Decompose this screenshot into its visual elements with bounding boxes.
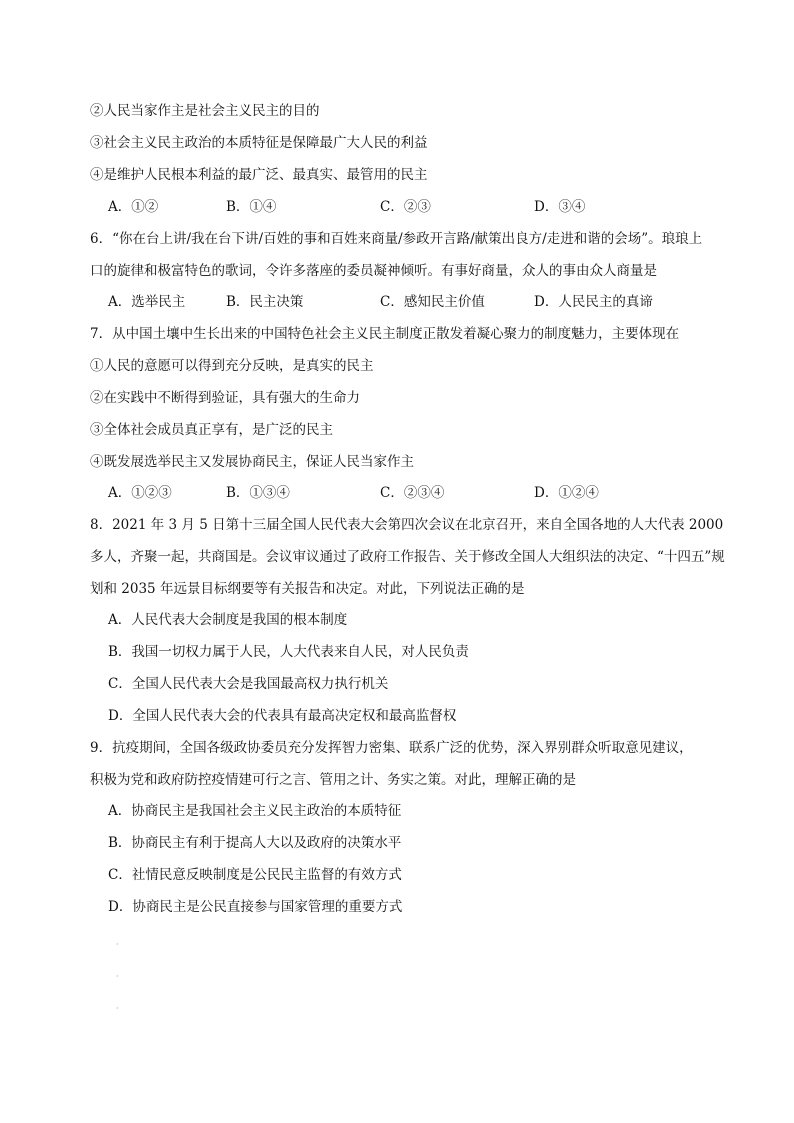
q6-option-b[interactable]: B．民主决策 — [226, 294, 304, 310]
q9-option-c[interactable]: C．社情民意反映制度是公民民主监督的有效方式 — [108, 867, 402, 883]
q5-item-3: ③社会主义民主政治的本质特征是保障最广大人民的利益 — [90, 135, 428, 151]
q9-stem-line-1: 9．抗疫期间，全国各级政协委员充分发挥智力密集、联系广泛的优势，深入界别群众听取意见建议， — [90, 740, 693, 756]
q8-stem-line-2: 多人，齐聚一起，共商国是。会议审议通过了政府工作报告、关于修改全国人大组织法的决定、“十四五”规 — [90, 549, 725, 565]
q6-stem-line-2: 口的旋律和极富特色的歌词，令许多落座的委员凝神倾听。有事好商量，众人的事由众人商量是 — [90, 263, 657, 279]
q7-item-2: ②在实践中不断得到验证，具有强大的生命力 — [90, 390, 360, 406]
q9-stem-line-2: 积极为党和政府防控疫情建可行之言、管用之计、务实之策。对此，理解正确的是 — [90, 772, 576, 788]
q9-option-d[interactable]: D．协商民主是公民直接参与国家管理的重要方式 — [108, 899, 403, 915]
q5-option-b[interactable]: B．①④ — [226, 199, 277, 215]
q7-item-1: ①人民的意愿可以得到充分反映，是真实的民主 — [90, 358, 374, 374]
stray-mark-2: · — [116, 972, 119, 981]
q8-stem-line-3: 划和 2035 年远景目标纲要等有关报告和决定。对此，下列说法正确的是 — [90, 581, 525, 597]
q6-option-d[interactable]: D．人民民主的真谛 — [534, 294, 653, 310]
q7-option-d[interactable]: D．①②④ — [534, 485, 599, 501]
q6-options — [108, 292, 708, 312]
q5-option-c[interactable]: C．②③ — [380, 199, 431, 215]
q7-option-a[interactable]: A．①②③ — [108, 485, 172, 501]
q5-option-d[interactable]: D．③④ — [534, 199, 586, 215]
q7-options — [108, 483, 708, 503]
stray-mark-1: · — [116, 940, 119, 949]
q7-item-3: ③全体社会成员真正享有，是广泛的民主 — [90, 422, 333, 438]
q6-option-c[interactable]: C．感知民主价值 — [380, 294, 485, 310]
q7-option-b[interactable]: B．①③④ — [226, 485, 290, 501]
q7-stem: 7．从中国土壤中生长出来的中国特色社会主义民主制度正散发着凝心聚力的制度魅力，主要体现在 — [90, 326, 680, 342]
q9-option-b[interactable]: B．协商民主有利于提高人大以及政府的决策水平 — [108, 835, 402, 851]
q8-option-b[interactable]: B．我国一切权力属于人民，人大代表来自人民，对人民负责 — [108, 644, 469, 660]
q5-item-4: ④是维护人民根本利益的最广泛、最真实、最管用的民主 — [90, 167, 428, 183]
q5-option-a[interactable]: A．①② — [108, 199, 159, 215]
q5-options — [108, 197, 708, 217]
stray-mark-3: · — [116, 1004, 119, 1013]
q8-option-c[interactable]: C．全国人民代表大会是我国最高权力执行机关 — [108, 676, 389, 692]
q8-stem-line-1: 8．2021 年 3 月 5 日第十三届全国人民代表大会第四次会议在北京召开，来自全国各地的人大代表 2000 — [90, 517, 724, 533]
q9-option-a[interactable]: A．协商民主是我国社会主义民主政治的本质特征 — [108, 803, 402, 819]
q7-option-c[interactable]: C．②③④ — [380, 485, 445, 501]
q5-item-2: ②人民当家作主是社会主义民主的目的 — [90, 103, 320, 119]
q8-option-a[interactable]: A．人民代表大会制度是我国的根本制度 — [108, 612, 348, 628]
q6-option-a[interactable]: A．选举民主 — [108, 294, 186, 310]
q8-option-d[interactable]: D．全国人民代表大会的代表具有最高决定权和最高监督权 — [108, 708, 457, 724]
q6-stem-line-1: 6．“你在台上讲/我在台下讲/百姓的事和百姓来商量/参政开言路/献策出良方/走进和谐的会场”。琅琅上 — [90, 231, 703, 247]
q7-item-4: ④既发展选举民主又发展协商民主，保证人民当家作主 — [90, 454, 414, 470]
